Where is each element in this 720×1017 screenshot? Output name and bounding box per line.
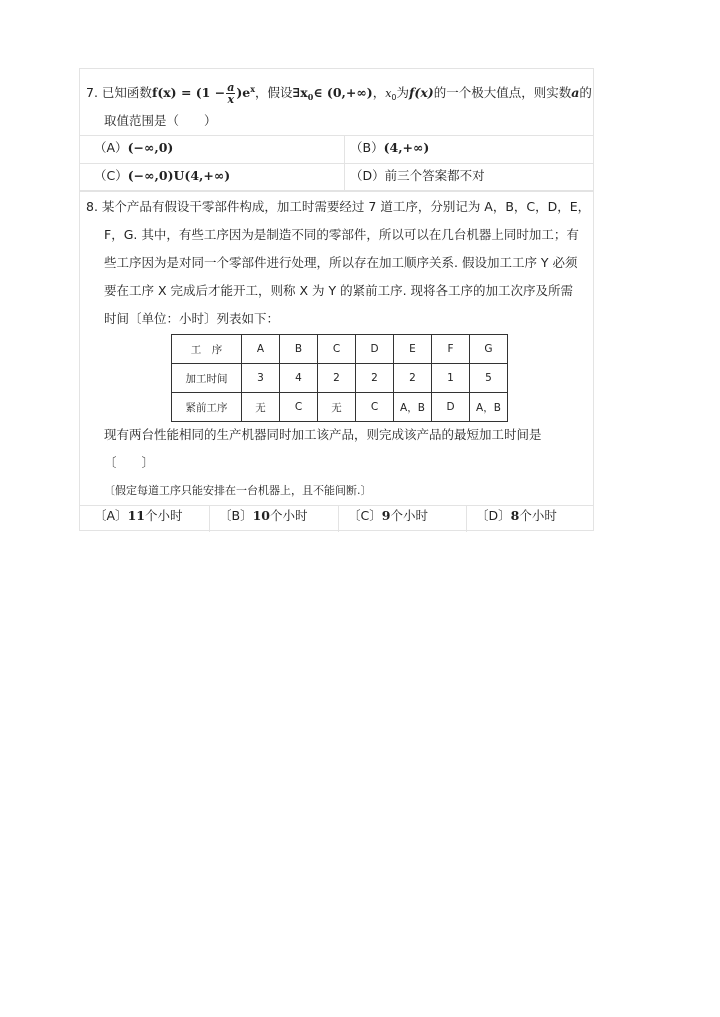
divider [338,505,339,532]
question-8 [79,191,594,531]
fraction [226,82,235,105]
table-header-row [172,335,508,364]
function-formula [151,81,256,106]
table-row [172,393,508,422]
table-cell: 无 [242,393,280,422]
exists-formula [293,85,373,100]
question-7-number: 7. [86,85,98,100]
table-cell: F [432,335,470,364]
option-c[interactable] [348,507,428,525]
divider [80,505,593,506]
subscript: 0 [391,93,397,102]
question-7-text: 已知函数 [101,85,152,100]
question-8-line: 要在工序 X 完成后才能开工，则称 X 为 Y 的紧前工序. 现将各工序的加工次序及所需 [104,283,574,298]
formula-lhs: f(x) = (1 − [151,85,226,100]
option-label: （B） [350,140,384,155]
option-label: 〔B〕 [219,508,253,523]
interval: ∈ (0,+∞) [313,85,373,100]
subscript: 0 [307,92,314,102]
option-c[interactable] [94,167,230,185]
option-label: （A） [94,140,128,155]
table-cell: A，B [470,393,508,422]
table-cell: D [356,335,394,364]
option-value: 8 [510,508,520,523]
option-value: 11 [127,508,145,523]
option-value: (4,+∞) [383,140,430,155]
divider [466,505,467,532]
formula-exponent: x [250,84,256,94]
question-8-text: 某个产品有假设干零部件构成，加工时需要经过 7 道工序，分别记为 A，B，C，D，E， [101,199,591,214]
table-cell: C [356,393,394,422]
divider [80,163,593,164]
question-8-line: 些工序因为是对同一个零部件进行处理，所以存在加工顺序关系. 假设加工工序 Y 必须 [104,255,578,270]
option-a[interactable] [94,507,182,525]
option-b[interactable] [219,507,308,525]
divider [80,135,593,136]
table-cell: C [280,393,318,422]
fx-formula: f(x) [409,85,434,100]
question-8-line [86,198,590,216]
a-var: a [571,85,580,100]
question-7-text: ， [372,85,386,100]
table-cell: 工 序 [172,335,242,364]
question-8-number: 8. [86,199,98,214]
option-label: 〔C〕 [348,508,382,523]
question-7 [79,68,594,191]
table-cell: 无 [318,393,356,422]
table-row [172,364,508,393]
table-cell: G [470,335,508,364]
option-unit: 个小时 [144,508,183,523]
option-value: 前三个答案都不对 [384,168,485,183]
x0-var: x [385,87,392,100]
option-unit: 个小时 [390,508,428,523]
option-d[interactable] [350,167,485,185]
table-cell: 4 [280,364,318,393]
question-8-line: 时间〔单位：小时〕列表如下： [104,311,280,326]
table-cell: 紧前工序 [172,393,242,422]
option-b[interactable] [350,139,429,157]
divider [344,135,345,192]
table-cell: 5 [470,364,508,393]
option-value: (−∞,0) [127,140,174,155]
question-8-line: 〔 〕 [104,455,155,470]
option-value: 9 [381,508,391,523]
divider [209,505,210,532]
formula-rhs: )e [236,85,251,100]
question-8-line: F，G. 其中，有些工序因为是制造不同的零部件，所以可以在几台机器上同时加工；有 [104,227,579,242]
question-7-line1 [86,80,592,107]
fraction-denominator: x [227,93,235,106]
option-label: （C） [94,168,128,183]
table-cell: D [432,393,470,422]
option-unit: 个小时 [269,508,308,523]
question-7-text: 的 [579,85,592,100]
table-cell: A，B [394,393,432,422]
table-cell: 2 [356,364,394,393]
table-cell: 3 [242,364,280,393]
table-cell: 2 [394,364,432,393]
option-d[interactable] [476,507,557,525]
option-unit: 个小时 [519,508,557,523]
question-8-note: 〔假定每道工序只能安排在一台机器上，且不能间断.〕 [104,484,372,497]
exists-symbol: ∃x [292,85,308,100]
option-label: （D） [350,168,385,183]
question-8-line: 现有两台性能相同的生产机器同时加工该产品，则完成该产品的最短加工时间是 [104,427,542,442]
table-cell: C [318,335,356,364]
table-cell: E [394,335,432,364]
table-cell: 2 [318,364,356,393]
option-label: 〔A〕 [94,508,128,523]
option-a[interactable] [94,139,173,157]
fraction-numerator: a [227,81,235,94]
table-cell: A [242,335,280,364]
table-cell: 1 [432,364,470,393]
option-value: (−∞,0)U(4,+∞) [127,168,231,183]
question-7-text: ，假设 [255,85,293,100]
question-7-text: 的一个极大值点，则实数 [433,85,572,100]
question-7-text: 为 [396,85,410,100]
option-value: 10 [252,508,270,523]
question-7-line2: 取值范围是（ ） [104,113,217,128]
process-table [171,334,508,422]
table-cell: 加工时间 [172,364,242,393]
table-cell: B [280,335,318,364]
option-label: 〔D〕 [476,508,511,523]
